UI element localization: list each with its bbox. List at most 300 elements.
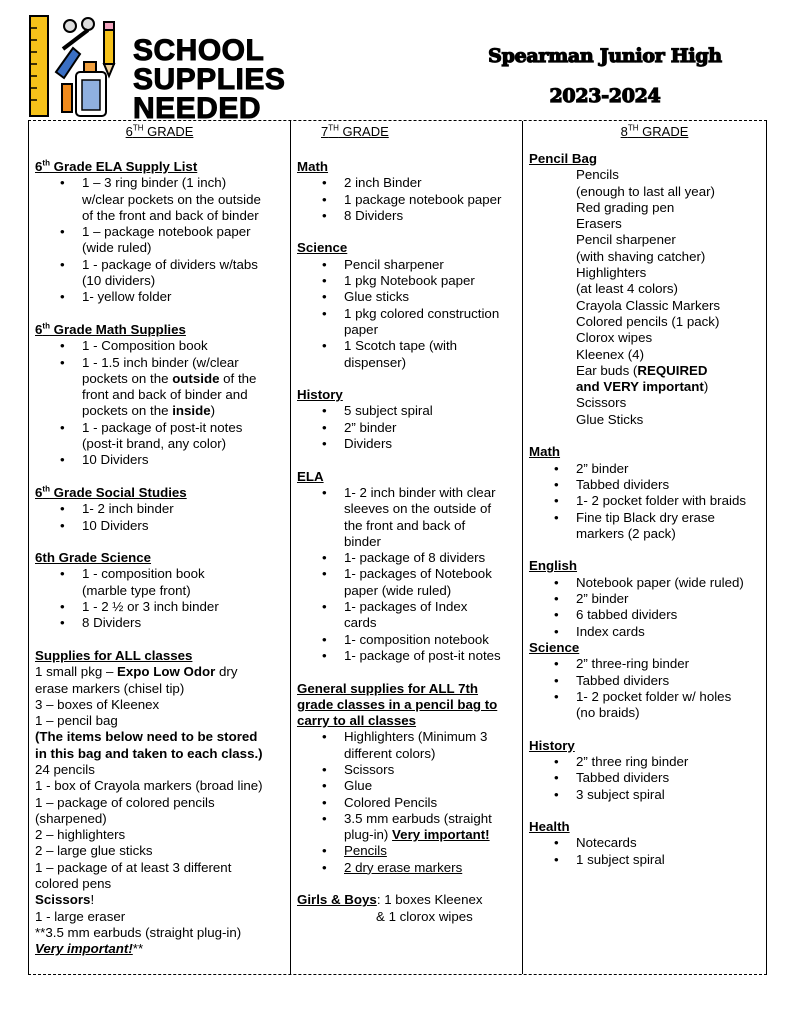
list-item-continuation bbox=[297, 827, 522, 843]
column-7th-grade bbox=[291, 121, 523, 974]
text-segment: Notebook paper (wide ruled) bbox=[576, 574, 744, 590]
grade-heading bbox=[29, 124, 290, 139]
list-item bbox=[35, 615, 290, 631]
text-segment: 1 - large eraser bbox=[35, 908, 126, 924]
text-segment: (The items below need to be stored bbox=[35, 729, 258, 745]
list-item bbox=[297, 192, 522, 208]
list-item bbox=[297, 860, 522, 876]
list-item bbox=[297, 550, 522, 566]
list-item bbox=[297, 289, 522, 305]
text-segment: markers (2 pack) bbox=[576, 525, 676, 541]
list-item bbox=[529, 575, 766, 591]
list-item bbox=[529, 656, 766, 672]
text-segment: **3.5 mm earbuds (straight plug-in) bbox=[35, 924, 242, 940]
school-name: Spearman Junior High bbox=[488, 45, 722, 67]
text-segment: 24 pencils bbox=[35, 761, 95, 777]
spacer bbox=[297, 876, 522, 892]
text-segment: 1 – 3 ring binder (1 inch) bbox=[82, 175, 227, 191]
text-line bbox=[35, 681, 290, 697]
list-item-continuation bbox=[529, 265, 766, 281]
text-segment: Pencils bbox=[576, 167, 619, 183]
text-segment: Notecards bbox=[576, 835, 637, 851]
text-segment: and VERY important bbox=[576, 379, 704, 395]
list-item bbox=[529, 835, 766, 851]
text-segment: w/clear pockets on the outside bbox=[82, 191, 261, 207]
text-segment: 1 – pencil bag bbox=[35, 713, 118, 729]
text-line bbox=[35, 762, 290, 778]
list-item-continuation bbox=[529, 216, 766, 232]
list-item bbox=[297, 338, 522, 354]
list-item-continuation bbox=[297, 501, 522, 517]
text-line bbox=[35, 811, 290, 827]
list-item bbox=[529, 461, 766, 477]
grade-suffix: TH bbox=[328, 123, 339, 133]
text-segment: 1 package notebook paper bbox=[344, 191, 502, 207]
text-segment: 1- 2 inch binder bbox=[82, 501, 174, 517]
supply-list bbox=[297, 159, 522, 925]
section-heading bbox=[297, 387, 522, 403]
text-segment: 2 inch Binder bbox=[344, 175, 422, 191]
section-heading bbox=[35, 550, 290, 566]
text-segment: 2 – large glue sticks bbox=[35, 843, 153, 859]
text-segment: : 1 boxes Kleenex bbox=[376, 892, 483, 908]
list-item bbox=[35, 338, 290, 354]
text-segment: 1 - box of Crayola markers (broad line) bbox=[35, 778, 263, 794]
text-segment: (enough to last all year) bbox=[576, 183, 715, 199]
text-segment: 1 pkg Notebook paper bbox=[344, 273, 475, 289]
text-segment: inside bbox=[172, 403, 211, 419]
list-item-continuation bbox=[529, 412, 766, 428]
text-segment: (no braids) bbox=[576, 705, 640, 721]
text-line bbox=[35, 925, 290, 941]
list-item-continuation bbox=[35, 192, 290, 208]
text-segment: 1 – package of at least 3 different bbox=[35, 859, 232, 875]
list-item bbox=[35, 289, 290, 305]
grade-heading bbox=[533, 124, 776, 139]
list-item-continuation bbox=[297, 746, 522, 762]
text-segment: Very important! bbox=[392, 827, 490, 843]
text-line bbox=[35, 843, 290, 859]
list-item bbox=[35, 501, 290, 517]
section-heading bbox=[297, 697, 522, 713]
supply-list bbox=[35, 159, 290, 958]
text-segment: Pencil sharpener bbox=[344, 256, 444, 272]
list-item-continuation bbox=[35, 387, 290, 403]
text-segment: ) bbox=[210, 403, 216, 419]
list-item bbox=[297, 795, 522, 811]
text-segment: 1 pkg colored construction bbox=[344, 305, 500, 321]
text-segment: binder bbox=[344, 533, 381, 549]
spacer bbox=[297, 452, 522, 468]
text-line bbox=[35, 713, 290, 729]
text-segment: Tabbed dividers bbox=[576, 476, 670, 492]
text-segment: Glue sticks bbox=[344, 289, 410, 305]
text-segment: (post-it brand, any color) bbox=[82, 436, 227, 452]
list-item-continuation bbox=[297, 534, 522, 550]
list-item bbox=[297, 175, 522, 191]
text-segment: th bbox=[42, 484, 50, 494]
list-item bbox=[297, 566, 522, 582]
list-item-continuation bbox=[297, 355, 522, 371]
column-8th-grade bbox=[523, 121, 766, 974]
text-segment: 1- package of 8 dividers bbox=[344, 550, 486, 566]
text-segment: front and back of binder and bbox=[82, 387, 248, 403]
list-item bbox=[529, 624, 766, 640]
text-segment: 1 - 2 ½ or 3 inch binder bbox=[82, 599, 219, 615]
list-item-continuation bbox=[529, 167, 766, 183]
logo-line: NEEDED bbox=[133, 92, 262, 125]
text-segment: Colored Pencils bbox=[344, 794, 438, 810]
text-segment: pockets on the bbox=[82, 370, 173, 386]
list-item bbox=[297, 599, 522, 615]
text-segment: 1 Scotch tape (with bbox=[344, 338, 458, 354]
text-segment: 6th Grade Science bbox=[35, 550, 152, 566]
text-segment: Fine tip Black dry erase bbox=[576, 509, 715, 525]
list-item bbox=[529, 607, 766, 623]
grade-label: GRADE bbox=[338, 124, 389, 139]
text-segment: (with shaving catcher) bbox=[576, 248, 706, 264]
grade-number: 8 bbox=[620, 124, 628, 139]
text-segment: 2” binder bbox=[576, 591, 629, 607]
section-heading bbox=[35, 322, 290, 338]
spacer bbox=[529, 542, 766, 558]
text-segment: th bbox=[42, 158, 50, 168]
text-segment: 10 Dividers bbox=[82, 517, 149, 533]
text-line bbox=[35, 827, 290, 843]
list-item-continuation bbox=[297, 615, 522, 631]
text-segment: Grade Social Studies bbox=[49, 484, 187, 500]
list-item bbox=[297, 843, 522, 859]
text-segment: & 1 clorox wipes bbox=[376, 908, 473, 924]
text-segment: different colors) bbox=[344, 745, 436, 761]
list-item-continuation bbox=[529, 363, 766, 379]
text-segment: Girls & Boys bbox=[297, 892, 377, 908]
spacer bbox=[529, 721, 766, 737]
text-segment: Erasers bbox=[576, 216, 622, 232]
list-item-continuation bbox=[297, 583, 522, 599]
text-segment: History bbox=[297, 387, 343, 403]
text-segment: (10 dividers) bbox=[82, 273, 156, 289]
text-segment: in this bag and taken to each class.) bbox=[35, 745, 263, 761]
supplies-clipart-icon bbox=[28, 14, 138, 118]
text-segment: Scissors bbox=[35, 892, 91, 908]
text-segment: Dividers bbox=[344, 436, 393, 452]
section-heading bbox=[35, 648, 290, 664]
list-item bbox=[529, 510, 766, 526]
text-segment: Glue bbox=[344, 778, 373, 794]
list-item bbox=[297, 648, 522, 664]
text-segment: 1 – package of colored pencils bbox=[35, 794, 215, 810]
section-heading bbox=[529, 444, 766, 460]
list-item bbox=[35, 599, 290, 615]
list-item bbox=[35, 355, 290, 371]
text-line bbox=[35, 941, 290, 957]
spacer bbox=[297, 224, 522, 240]
text-segment: 1 small pkg – bbox=[35, 664, 118, 680]
list-item bbox=[297, 436, 522, 452]
section-heading bbox=[297, 469, 522, 485]
text-segment: Red grading pen bbox=[576, 199, 675, 215]
list-item-continuation bbox=[35, 371, 290, 387]
text-segment: th bbox=[42, 321, 50, 331]
text-segment: 1- 2 inch binder with clear bbox=[344, 484, 496, 500]
list-item-continuation bbox=[529, 281, 766, 297]
text-segment: 1- 2 pocket folder with braids bbox=[576, 493, 746, 509]
text-segment: 6 bbox=[35, 484, 43, 500]
text-segment: History bbox=[529, 737, 575, 753]
text-segment: Tabbed dividers bbox=[576, 770, 670, 786]
text-segment: General supplies for ALL 7th bbox=[297, 680, 479, 696]
text-line bbox=[35, 909, 290, 925]
list-item bbox=[297, 257, 522, 273]
text-segment: (marble type front) bbox=[82, 582, 191, 598]
section-heading bbox=[35, 485, 290, 501]
list-item-continuation bbox=[297, 518, 522, 534]
text-segment: of the front and back of binder bbox=[82, 207, 259, 223]
section-heading bbox=[297, 240, 522, 256]
text-segment: 2 dry erase markers bbox=[344, 859, 463, 875]
text-segment: Math bbox=[529, 444, 561, 460]
list-item bbox=[529, 673, 766, 689]
section-heading bbox=[529, 640, 766, 656]
list-item-continuation bbox=[529, 705, 766, 721]
list-item-continuation bbox=[35, 208, 290, 224]
text-segment: 2” binder bbox=[344, 419, 397, 435]
list-item-continuation bbox=[529, 314, 766, 330]
list-item bbox=[35, 224, 290, 240]
text-segment: English bbox=[529, 558, 578, 574]
column-6th-grade bbox=[29, 121, 291, 974]
list-item-continuation bbox=[297, 322, 522, 338]
text-segment: 3 – boxes of Kleenex bbox=[35, 696, 160, 712]
text-segment: 2” three-ring binder bbox=[576, 656, 690, 672]
text-segment: 1 - Composition book bbox=[82, 338, 208, 354]
text-segment: 1 – package notebook paper bbox=[82, 224, 251, 240]
grade-suffix: TH bbox=[132, 123, 144, 133]
list-item-continuation bbox=[529, 232, 766, 248]
supply-list bbox=[529, 151, 766, 868]
text-segment: Highlighters bbox=[576, 265, 647, 281]
list-item bbox=[297, 778, 522, 794]
section-heading bbox=[529, 819, 766, 835]
list-item bbox=[529, 591, 766, 607]
text-segment: Science bbox=[529, 639, 580, 655]
grade-suffix: TH bbox=[627, 123, 639, 133]
list-item bbox=[297, 811, 522, 827]
spacer bbox=[529, 803, 766, 819]
section-heading bbox=[35, 159, 290, 175]
text-segment: 1 - composition book bbox=[82, 566, 205, 582]
text-segment: Crayola Classic Markers bbox=[576, 297, 721, 313]
text-segment: (sharpened) bbox=[35, 810, 107, 826]
text-line bbox=[35, 746, 290, 762]
logo-line: SUPPLIES bbox=[133, 63, 286, 96]
grade-number: 7 bbox=[321, 124, 329, 139]
list-item bbox=[297, 632, 522, 648]
text-segment: ELA bbox=[297, 468, 324, 484]
text-segment: Grade ELA Supply List bbox=[49, 159, 198, 174]
list-item bbox=[529, 493, 766, 509]
text-segment: Grade Math Supplies bbox=[49, 321, 186, 337]
text-segment: 5 subject spiral bbox=[344, 403, 433, 419]
text-segment: 1 - package of post-it notes bbox=[82, 419, 243, 435]
text-line bbox=[35, 664, 290, 680]
list-item bbox=[529, 689, 766, 705]
list-item-continuation bbox=[35, 436, 290, 452]
grade-number: 6 bbox=[125, 124, 133, 139]
list-item bbox=[297, 306, 522, 322]
spacer bbox=[35, 306, 290, 322]
text-segment: 6 bbox=[35, 321, 43, 337]
text-segment: 8 Dividers bbox=[344, 207, 404, 223]
list-item bbox=[35, 257, 290, 273]
text-segment: 1- package of post-it notes bbox=[344, 647, 501, 663]
text-segment: 1- yellow folder bbox=[82, 289, 172, 305]
grade-heading bbox=[321, 124, 552, 139]
text-segment: Math bbox=[297, 159, 329, 174]
list-item bbox=[297, 729, 522, 745]
text-segment: 3 subject spiral bbox=[576, 786, 665, 802]
section-heading bbox=[529, 738, 766, 754]
text-segment: 3.5 mm earbuds (straight bbox=[344, 810, 492, 826]
list-item bbox=[297, 403, 522, 419]
list-item-continuation bbox=[529, 298, 766, 314]
text-segment: 1- composition notebook bbox=[344, 631, 489, 647]
list-item bbox=[529, 787, 766, 803]
section-heading bbox=[297, 713, 522, 729]
text-segment: Pencil sharpener bbox=[576, 232, 676, 248]
text-segment: grade classes in a pencil bag to bbox=[297, 696, 498, 712]
text-line bbox=[35, 778, 290, 794]
text-segment: (wide ruled) bbox=[82, 240, 152, 256]
text-segment: 1- 2 pocket folder w/ holes bbox=[576, 688, 732, 704]
list-item bbox=[297, 485, 522, 501]
list-item bbox=[297, 273, 522, 289]
text-segment: Kleenex (4) bbox=[576, 346, 644, 362]
logo-text bbox=[133, 36, 285, 123]
text-segment: 2 – highlighters bbox=[35, 827, 126, 843]
list-item-continuation bbox=[529, 395, 766, 411]
list-item-continuation bbox=[297, 909, 522, 925]
list-item bbox=[529, 754, 766, 770]
school-year: 2023-2024 bbox=[549, 85, 661, 107]
list-item bbox=[297, 762, 522, 778]
text-segment: Supplies for ALL classes bbox=[35, 647, 193, 663]
text-segment: REQUIRED bbox=[637, 362, 708, 378]
text-line bbox=[35, 876, 290, 892]
text-segment: dry bbox=[215, 664, 238, 680]
grade-label: GRADE bbox=[143, 124, 194, 139]
text-segment: ) bbox=[703, 379, 709, 395]
list-item bbox=[529, 477, 766, 493]
spacer bbox=[297, 664, 522, 680]
spacer bbox=[35, 469, 290, 485]
school-supplies-logo bbox=[28, 14, 298, 125]
text-segment: Index cards bbox=[576, 623, 645, 639]
section-heading bbox=[297, 159, 522, 175]
text-segment: 6 bbox=[35, 159, 43, 174]
text-segment: Ear buds ( bbox=[576, 362, 638, 378]
text-segment: plug-in) bbox=[344, 827, 393, 843]
text-segment: Health bbox=[529, 819, 570, 835]
logo-line: SCHOOL bbox=[133, 34, 265, 67]
text-segment: Scissors bbox=[576, 395, 627, 411]
text-segment: ** bbox=[132, 941, 144, 957]
text-segment: Clorox wipes bbox=[576, 330, 653, 346]
text-line bbox=[35, 860, 290, 876]
list-item bbox=[35, 420, 290, 436]
text-segment: ! bbox=[90, 892, 95, 908]
text-segment: Very important! bbox=[35, 941, 133, 957]
text-segment: outside bbox=[172, 370, 220, 386]
text-segment: 1- packages of Index bbox=[344, 599, 468, 615]
text-segment: 1 - package of dividers w/tabs bbox=[82, 256, 258, 272]
text-segment: Expo Low Odor bbox=[117, 664, 216, 680]
list-item bbox=[529, 852, 766, 868]
text-segment: 6 tabbed dividers bbox=[576, 607, 678, 623]
text-line bbox=[35, 729, 290, 745]
text-segment: Tabbed dividers bbox=[576, 672, 670, 688]
text-segment: carry to all classes bbox=[297, 713, 417, 729]
text-segment: of the bbox=[219, 370, 257, 386]
list-item bbox=[529, 770, 766, 786]
supply-table bbox=[28, 120, 767, 975]
text-line bbox=[35, 892, 290, 908]
list-item-continuation bbox=[35, 240, 290, 256]
list-item-continuation bbox=[529, 379, 766, 395]
text-segment: paper bbox=[344, 321, 379, 337]
list-item bbox=[35, 175, 290, 191]
list-item-continuation bbox=[529, 184, 766, 200]
text-segment: cards bbox=[344, 615, 377, 631]
text-segment: colored pens bbox=[35, 876, 112, 892]
list-item bbox=[297, 208, 522, 224]
text-segment: Scissors bbox=[344, 761, 395, 777]
text-segment: 1 - 1.5 inch binder (w/clear bbox=[82, 354, 239, 370]
list-item-continuation bbox=[529, 347, 766, 363]
section-heading bbox=[529, 558, 766, 574]
text-segment: pockets on the bbox=[82, 403, 173, 419]
text-segment: erase markers (chisel tip) bbox=[35, 680, 185, 696]
text-segment: Science bbox=[297, 240, 348, 256]
section-heading bbox=[297, 681, 522, 697]
list-item bbox=[35, 452, 290, 468]
text-line bbox=[297, 892, 522, 908]
list-item-continuation bbox=[35, 403, 290, 419]
grade-label: GRADE bbox=[638, 124, 689, 139]
spacer bbox=[35, 632, 290, 648]
text-segment: Pencils bbox=[344, 843, 387, 859]
text-segment: Colored pencils (1 pack) bbox=[576, 313, 720, 329]
text-segment: paper (wide ruled) bbox=[344, 582, 452, 598]
list-item-continuation bbox=[529, 200, 766, 216]
spacer bbox=[529, 428, 766, 444]
list-item-continuation bbox=[529, 330, 766, 346]
text-segment: 8 Dividers bbox=[82, 615, 142, 631]
spacer bbox=[297, 371, 522, 387]
text-segment: the front and back of bbox=[344, 517, 466, 533]
text-segment: 1 subject spiral bbox=[576, 851, 665, 867]
text-segment: Pencil Bag bbox=[529, 151, 597, 166]
list-item bbox=[35, 518, 290, 534]
list-item bbox=[35, 566, 290, 582]
list-item bbox=[297, 420, 522, 436]
text-segment: Glue Sticks bbox=[576, 411, 644, 427]
text-line bbox=[35, 795, 290, 811]
text-segment: sleeves on the outside of bbox=[344, 501, 492, 517]
list-item-continuation bbox=[35, 583, 290, 599]
list-item-continuation bbox=[35, 273, 290, 289]
